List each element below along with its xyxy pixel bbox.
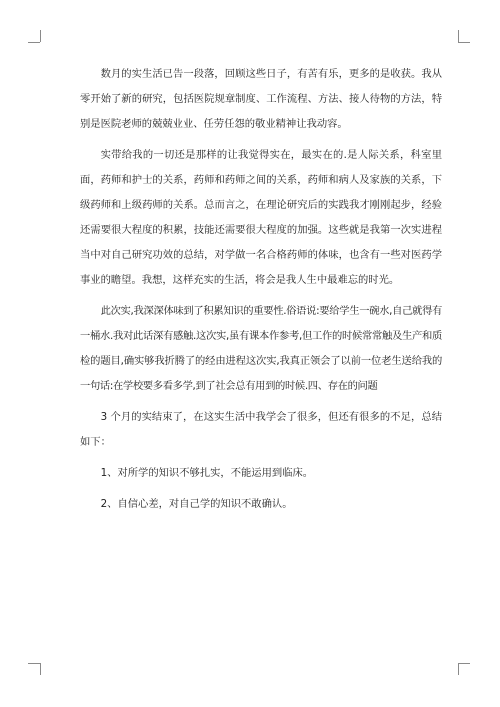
list-item-shortcoming-1: 1、对所学的知识不够扎实，不能运用到临床。	[100, 467, 314, 479]
paragraph-conclusion-intro: 3 个月的实结束了，在这实生活中我学会了很多，但还有很多的不足，总结如下：	[80, 411, 442, 448]
list-item-shortcoming-2: 2、自信心差，对自己学的知识不敢确认。	[100, 498, 293, 510]
paragraph-summary: 数月的实生活已告一段落，回顾这些日子，有苦有乐，更多的是收获。我从零开始了新的研究，包括医院规章制度、工作流程、方法、接人待物的方法，特别是医院老师的兢兢业业、任劳任怨的敬业精神让我动容。	[80, 68, 442, 130]
document-body	[80, 62, 442, 523]
paragraph-knowledge: 此次实,我深深体味到了积累知识的重要性.俗语说:要给学生一碗水,自己就得有一桶水.我对此话深有感触.这次实,虽有课本作参考,但工作的时候常常触及生产和质检的题目,确实够我折腾了的经由进程这次实,我真正领会了以前一位老生送给我的一句话:在学校要多看多学,到了社会总有用到的时候.四、存在的问题	[80, 305, 442, 392]
paragraph-relationships: 实带给我的一切还是那样的让我觉得实在，最实在的.是人际关系，科室里面，药师和护士的关系，药师和药师之间的关系，药师和病人及家族的关系，下级药师和上级药师的关系。总而言之，在理论研究后的实践我才刚刚起步，经验还需要很大程度的积累，技能还需要很大程度的加强。这些就是我第一次实进程当中对自己研究功效的总结，对学做一名合格药师的体味，也含有一些对医药学事业的瞻望。我想，这样充实的生活，将会是我人生中最难忘的时光。	[80, 149, 442, 286]
